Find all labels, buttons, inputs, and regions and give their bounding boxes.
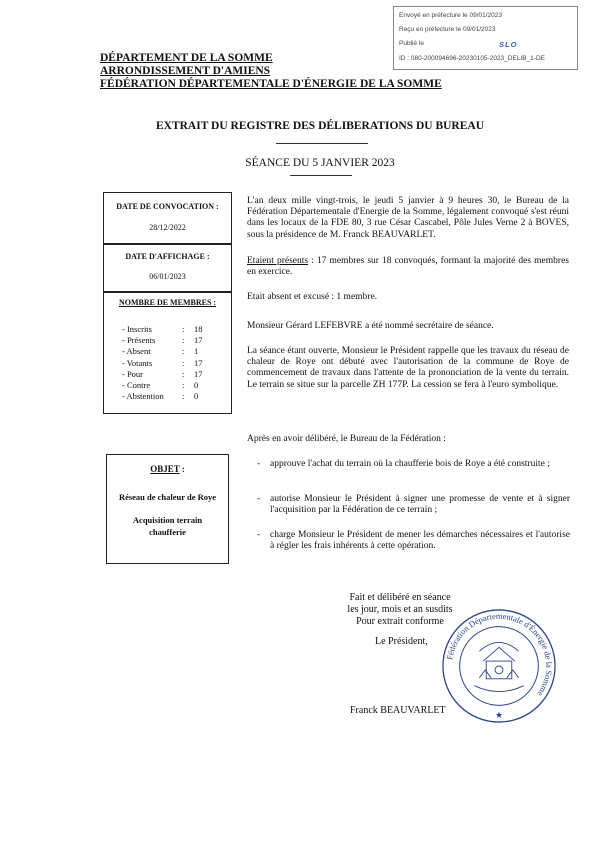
member-count-name: - Inscrits [122, 324, 152, 334]
convocation-date: 28/12/2022 [149, 223, 186, 232]
member-count-colon: : [182, 357, 185, 368]
decision-item-2: autorise Monsieur le Président à signer une promesse de vente et à signer l'acquisition par la Fédération de ce terrain ; [270, 494, 570, 516]
stamp-id: ID : 080-200094696-20230105-2023_DELIB_1-DE [399, 55, 545, 62]
member-count-colon: : [182, 368, 185, 379]
member-count-colon: : [182, 335, 185, 346]
document-title: EXTRAIT DU REGISTRE DES DÉLIBERATIONS DU BUREAU [155, 120, 485, 132]
paragraph-preamble: L'an deux mille vingt-trois, le jeudi 5 janvier à 9 heures 30, le Bureau de la Fédération Départementale d'Energie de la Somme, légalement convoqué s'est réuni dans les locaux de la FDE 80, 3 rue César Cascabel, Pôle Jules Verne 2 à BOVES, sous la présidence de M. Franck BEAUVARLET. [247, 196, 569, 240]
paragraph-context: La séance étant ouverte, Monsieur le Président rappelle que les travaux du réseau de chaleur de Roye ont débuté avec l'autorisation de la commune de Roye de commencement de travaux dans l'attente de la prononciation de la vente du terrain. Le terrain se situe sur la parcelle ZH 177P. La cession se fera à l'euro symbolique. [247, 346, 569, 390]
member-count-value: 17 [194, 368, 203, 379]
member-count-value: 17 [194, 335, 203, 346]
signature-line2: les jour, mois et an susdits [347, 604, 453, 615]
member-count-value: 17 [194, 357, 203, 368]
member-count-name: - Contre [122, 380, 151, 390]
objet-label: OBJET [150, 464, 180, 474]
stamp-received-date: Reçu en préfecture le 09/01/2023 [399, 26, 496, 33]
member-count-name: - Abstention [122, 391, 164, 402]
session-divider [290, 175, 352, 176]
session-date: SÉANCE DU 5 JANVIER 2023 [245, 157, 395, 169]
header-arrondissement: ARRONDISSEMENT D'AMIENS [100, 65, 271, 77]
objet-line1: Réseau de chaleur de Roye [118, 492, 217, 502]
document-header [100, 52, 442, 91]
svg-text:★: ★ [495, 710, 503, 721]
objet-line2: Acquisition terrain [132, 515, 203, 525]
presents-label: Etaient présents [247, 256, 309, 266]
header-federation: FÉDÉRATION DÉPARTEMENTALE D'ÉNERGIE DE LA SOMME [100, 78, 442, 90]
membres-box [103, 292, 232, 414]
objet-line3: chaufferie [149, 527, 186, 537]
member-count-colon: : [182, 324, 185, 334]
affichage-label: DATE D'AFFICHAGE : [125, 252, 210, 261]
paragraph-presents [247, 256, 569, 278]
president-role: Le Président, [375, 636, 428, 647]
member-count-value: 0 [194, 380, 199, 390]
member-count-colon: : [182, 391, 185, 402]
affichage-date: 06/01/2023 [149, 272, 186, 281]
member-count-name: - Pour [122, 368, 144, 379]
member-count-value: 18 [194, 324, 203, 334]
header-departement: DÉPARTEMENT DE LA SOMME [100, 52, 273, 64]
presents-text: : 17 membres sur 18 convoqués, formant la majorité des membres en exercice. [247, 256, 569, 278]
member-count-name: - Absent [122, 346, 151, 357]
member-count-name: - Votants [122, 357, 153, 368]
svg-text:Fédération Départementale d'Én: Fédération Départementale d'Énergie de la Somme [444, 610, 555, 699]
objet-colon: : [179, 464, 185, 474]
membres-label: NOMBRE DE MEMBRES : [118, 298, 217, 307]
member-count-colon: : [182, 346, 185, 357]
member-count-value: 1 [194, 346, 199, 357]
bullet-dash-2: - [257, 494, 261, 504]
title-divider [276, 143, 368, 144]
signature-line1: Fait et délibéré en séance [349, 592, 451, 603]
affichage-box [103, 244, 232, 292]
member-count-value: 0 [194, 391, 199, 402]
convocation-label: DATE DE CONVOCATION : [116, 202, 219, 211]
member-count-name: - Présents [122, 335, 156, 346]
paragraph-absent: Etait absent et excusé : 1 membre. [247, 292, 378, 302]
decision-item-1: approuve l'achat du terrain où la chaufferie bois de Roye a été construite ; [270, 459, 550, 469]
convocation-box [103, 192, 232, 244]
objet-box [106, 454, 229, 564]
stamp-published: Publié le [399, 40, 424, 47]
bullet-dash-1: - [257, 459, 261, 469]
paragraph-secretary: Monsieur Gérard LEFEBVRE a été nommé secrétaire de séance. [247, 321, 494, 331]
signature-line3: Pour extrait conforme [356, 616, 444, 627]
stamp-sent-date: Envoyé en préfecture le 09/01/2023 [399, 12, 502, 19]
slo-logo: SLO [499, 40, 518, 49]
bullet-dash-3: - [257, 530, 261, 540]
member-count-colon: : [182, 380, 185, 390]
federation-seal [440, 607, 558, 725]
decision-item-3: charge Monsieur le Président de mener les démarches nécessaires et l'autorise à régler les frais inhérents à cette opération. [270, 530, 570, 552]
president-name: Franck BEAUVARLET [350, 705, 446, 716]
paragraph-decision-intro: Après en avoir délibéré, le Bureau de la Fédération : [247, 434, 446, 444]
objet-heading [107, 464, 228, 474]
